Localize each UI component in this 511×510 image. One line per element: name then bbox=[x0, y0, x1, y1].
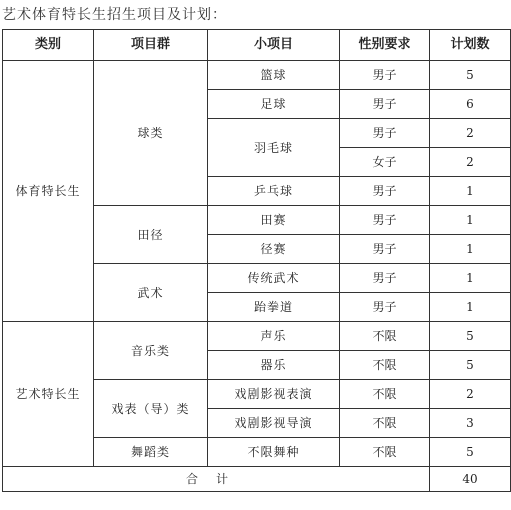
enrollment-plan-table bbox=[2, 29, 511, 492]
header-category: 类别 bbox=[3, 30, 94, 61]
gender-badminton-male: 男子 bbox=[340, 119, 430, 148]
gender-wushu: 男子 bbox=[340, 264, 430, 293]
quota-acting: 2 bbox=[430, 380, 511, 409]
gender-dance-all: 不限 bbox=[340, 438, 430, 467]
item-track: 径赛 bbox=[208, 235, 340, 264]
header-gender: 性别要求 bbox=[340, 30, 430, 61]
item-wushu: 传统武术 bbox=[208, 264, 340, 293]
quota-badminton-female: 2 bbox=[430, 148, 511, 177]
gender-vocal: 不限 bbox=[340, 322, 430, 351]
gender-pingpong: 男子 bbox=[340, 177, 430, 206]
header-group: 项目群 bbox=[94, 30, 208, 61]
item-acting: 戏剧影视表演 bbox=[208, 380, 340, 409]
group-music: 音乐类 bbox=[94, 322, 208, 380]
total-label: 合计 bbox=[3, 467, 430, 492]
item-basketball: 篮球 bbox=[208, 61, 340, 90]
gender-badminton-female: 女子 bbox=[340, 148, 430, 177]
quota-wushu: 1 bbox=[430, 264, 511, 293]
item-field: 田赛 bbox=[208, 206, 340, 235]
total-row bbox=[3, 467, 511, 492]
table-row bbox=[3, 61, 511, 90]
quota-football: 6 bbox=[430, 90, 511, 119]
quota-pingpong: 1 bbox=[430, 177, 511, 206]
gender-field: 男子 bbox=[340, 206, 430, 235]
item-vocal: 声乐 bbox=[208, 322, 340, 351]
item-football: 足球 bbox=[208, 90, 340, 119]
gender-track: 男子 bbox=[340, 235, 430, 264]
gender-instrument: 不限 bbox=[340, 351, 430, 380]
table-row bbox=[3, 322, 511, 351]
page-title: 艺术体育特长生招生项目及计划： bbox=[2, 7, 227, 23]
header-item: 小项目 bbox=[208, 30, 340, 61]
quota-basketball: 5 bbox=[430, 61, 511, 90]
category-sports: 体育特长生 bbox=[3, 61, 94, 322]
group-martial: 武术 bbox=[94, 264, 208, 322]
gender-taekwondo: 男子 bbox=[340, 293, 430, 322]
quota-field: 1 bbox=[430, 206, 511, 235]
item-taekwondo: 跆拳道 bbox=[208, 293, 340, 322]
group-athletics: 田径 bbox=[94, 206, 208, 264]
table-header-row bbox=[3, 30, 511, 61]
group-dance: 舞蹈类 bbox=[94, 438, 208, 467]
quota-dance-all: 5 bbox=[430, 438, 511, 467]
quota-instrument: 5 bbox=[430, 351, 511, 380]
item-dance-all: 不限舞种 bbox=[208, 438, 340, 467]
header-quota: 计划数 bbox=[430, 30, 511, 61]
quota-vocal: 5 bbox=[430, 322, 511, 351]
item-instrument: 器乐 bbox=[208, 351, 340, 380]
item-pingpong: 乒乓球 bbox=[208, 177, 340, 206]
quota-track: 1 bbox=[430, 235, 511, 264]
gender-football: 男子 bbox=[340, 90, 430, 119]
gender-basketball: 男子 bbox=[340, 61, 430, 90]
gender-acting: 不限 bbox=[340, 380, 430, 409]
item-badminton: 羽毛球 bbox=[208, 119, 340, 177]
group-ball: 球类 bbox=[94, 61, 208, 206]
quota-directing: 3 bbox=[430, 409, 511, 438]
total-value: 40 bbox=[430, 467, 511, 492]
item-directing: 戏剧影视导演 bbox=[208, 409, 340, 438]
quota-badminton-male: 2 bbox=[430, 119, 511, 148]
gender-directing: 不限 bbox=[340, 409, 430, 438]
quota-taekwondo: 1 bbox=[430, 293, 511, 322]
group-drama: 戏表（导）类 bbox=[94, 380, 208, 438]
category-arts: 艺术特长生 bbox=[3, 322, 94, 467]
